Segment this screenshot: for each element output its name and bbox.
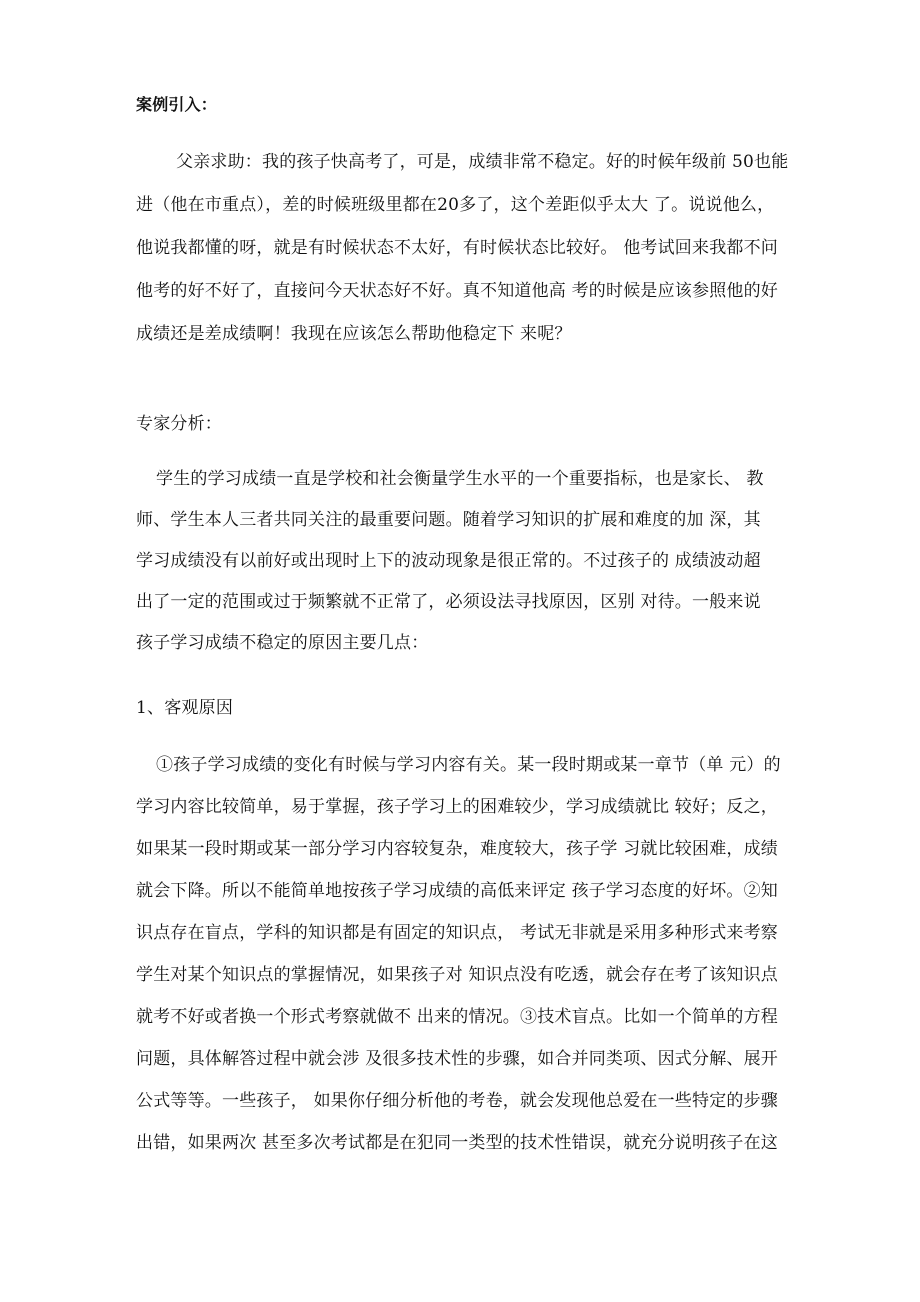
- case-intro-line: 他考的好不好了，直接问今天状态好不好。真不知道他高 考的时候是应该参照他的好: [136, 281, 779, 301]
- section-1-line: 学习内容比较简单，易于掌握，孩子学习上的困难较少，学习成绩就比 较好；反之，: [136, 797, 779, 817]
- expert-analysis-heading: 专家分析：: [136, 414, 222, 434]
- expert-analysis-line: 孩子学习成绩不稳定的原因主要几点：: [136, 633, 429, 653]
- case-intro-line: 成绩还是差成绩啊！我现在应该怎么帮助他稳定下 来呢？: [136, 324, 572, 344]
- case-intro-heading: 案例引入：: [136, 95, 218, 114]
- section-1-line: 学生对某个知识点的掌握情况，如果孩子对 知识点没有吃透，就会存在考了该知识点: [136, 965, 779, 985]
- section-1-line: ①孩子学习成绩的变化有时候与学习内容有关。某一段时期或某一章节（单 元）的: [156, 755, 781, 775]
- section-1-line: 识点存在盲点，学科的知识都是有固定的知识点， 考试无非就是采用多种形式来考察: [136, 923, 779, 943]
- section-1-line: 就会下降。所以不能简单地按孩子学习成绩的高低来评定 孩子学习态度的好坏。②知: [136, 881, 779, 901]
- section-1-line: 出错，如果两次 甚至多次考试都是在犯同一类型的技术性错误，就充分说明孩子在这: [136, 1133, 779, 1153]
- case-intro-line: 他说我都懂的呀，就是有时候状态不太好，有时候状态比较好。 他考试回来我都不问: [136, 238, 779, 258]
- expert-analysis-line: 出了一定的范围或过于频繁就不正常了，必须设法寻找原因，区别 对待。一般来说: [136, 592, 761, 612]
- expert-analysis-line: 学生的学习成绩一直是学校和社会衡量学生水平的一个重要指标，也是家长、 教: [156, 469, 764, 489]
- section-1-line: 问题，具体解答过程中就会涉 及很多技术性的步骤，如合并同类项、因式分解、展开: [136, 1049, 779, 1069]
- section-1-line: 公式等等。一些孩子， 如果你仔细分析他的考卷，就会发现他总爱在一些特定的步骤: [136, 1091, 779, 1111]
- section-1-line: 就考不好或者换一个形式考察就做不 出来的情况。③技术盲点。比如一个简单的方程: [136, 1007, 779, 1027]
- section-1-heading: 1、客观原因: [136, 698, 234, 718]
- case-intro-line: 父亲求助：我的孩子快高考了，可是，成绩非常不稳定。好的时候年级前 50也能: [176, 152, 789, 172]
- expert-analysis-line: 师、学生本人三者共同关注的最重要问题。随着学习知识的扩展和难度的加 深，其: [136, 510, 761, 530]
- section-1-line: 如果某一段时期或某一部分学习内容较复杂，难度较大，孩子学 习就比较困难，成绩: [136, 839, 779, 859]
- expert-analysis-line: 学习成绩没有以前好或出现时上下的波动现象是很正常的。不过孩子的 成绩波动超: [136, 551, 761, 571]
- case-intro-line: 进（他在市重点），差的时候班级里都在20多了，这个差距似乎太大 了。说说他么，: [136, 195, 775, 215]
